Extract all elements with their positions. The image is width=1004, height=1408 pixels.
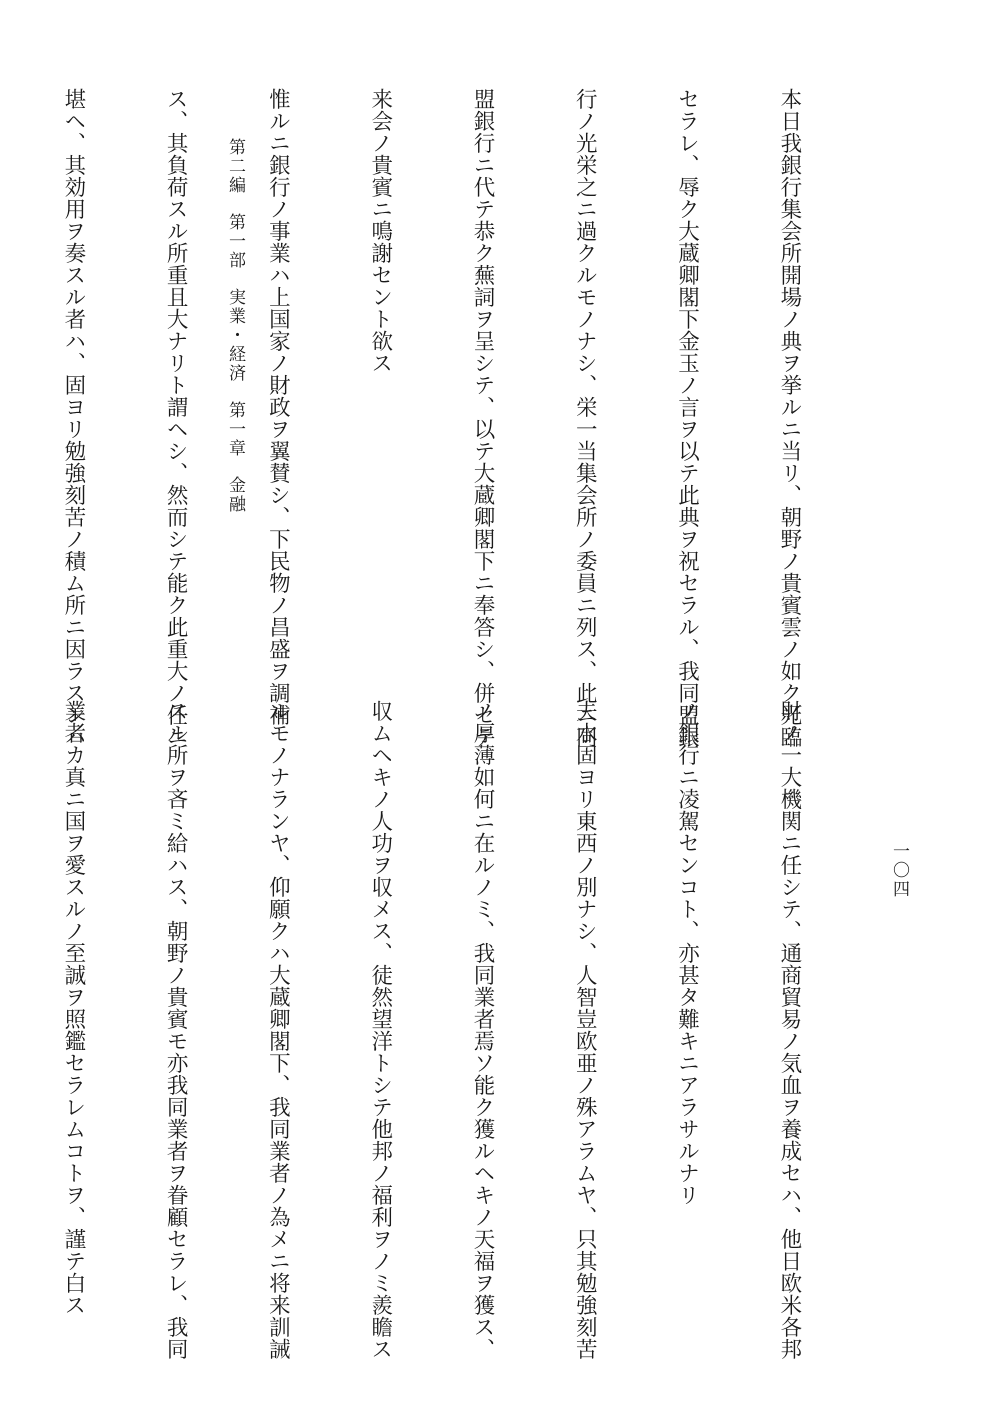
header-subject: 金融	[225, 476, 245, 514]
header-chapter: 第一章	[225, 401, 245, 458]
text-block-upper	[60, 88, 874, 748]
header-topic: 実業・経済	[225, 288, 245, 383]
text-block-lower	[60, 700, 874, 1360]
text-column: 収ムヘキノ人功ヲ収メス、徒然望洋トシテ他邦ノ福利ヲノミ羨瞻ス	[367, 700, 393, 1360]
header-section: 第一部	[225, 213, 245, 270]
text-column: ルモノナランヤ、仰願クハ大蔵卿閣下、我同業者ノ為メニ将来訓誡	[265, 700, 291, 1360]
text-column: 夫水固ヨリ東西ノ別ナシ、人智豈欧亜ノ殊アラムヤ、只其勉強刻苦	[572, 700, 598, 1360]
text-column: 盟銀行ニ代テ恭ク蕪詞ヲ呈シテ、以テ大蔵卿閣下ニ奉答シ、併セテ	[469, 88, 495, 748]
text-column: 業者カ真ニ国ヲ愛スルノ至誠ヲ照鑑セラレムコトヲ、謹テ白ス	[60, 700, 86, 1316]
text-column: スル所ヲ吝ミ給ハス、朝野ノ貴賓モ亦我同業者ヲ眷顧セラレ、我同	[163, 700, 189, 1360]
text-column: セラレ、辱ク大蔵卿閣下金玉ノ言ヲ以テ此典ヲ祝セラル、我同盟銀	[674, 88, 700, 748]
page-number: 一〇四	[889, 842, 909, 899]
header-part: 第二編	[225, 138, 245, 195]
text-column: ノ厚薄如何ニ在ルノミ、我同業者焉ソ能ク獲ルヘキノ天福ヲ獲ス、	[469, 700, 495, 1360]
text-column: ス、其負荷スル所重且大ナリト謂ヘシ、然而シテ能ク此重大ノ任ニ	[163, 88, 189, 748]
text-column: 本日我銀行集会所開場ノ典ヲ挙ルニ当リ、朝野ノ貴賓雲ノ如ク光臨	[776, 88, 802, 748]
text-column: 行ノ光栄之ニ過クルモノナシ、栄一当集会所ノ委員ニ列ス、此ニ同	[572, 88, 598, 748]
text-column: 財ノ一大機関ニ任シテ、通商貿易ノ気血ヲ養成セハ、他日欧米各邦	[776, 700, 802, 1360]
text-column: 来会ノ貴賓ニ鳴謝セント欲ス	[367, 88, 393, 374]
text-column: ノ銀行ニ凌駕センコト、亦甚タ難キニアラサルナリ	[674, 700, 700, 1206]
text-column: 堪ヘ、其効用ヲ奏スル者ハ、固ヨリ勉強刻苦ノ積ム所ニ因ラスンハ	[60, 88, 86, 748]
text-column: 惟ルニ銀行ノ事業ハ上国家ノ財政ヲ翼賛シ、下民物ノ昌盛ヲ調補	[265, 88, 291, 726]
